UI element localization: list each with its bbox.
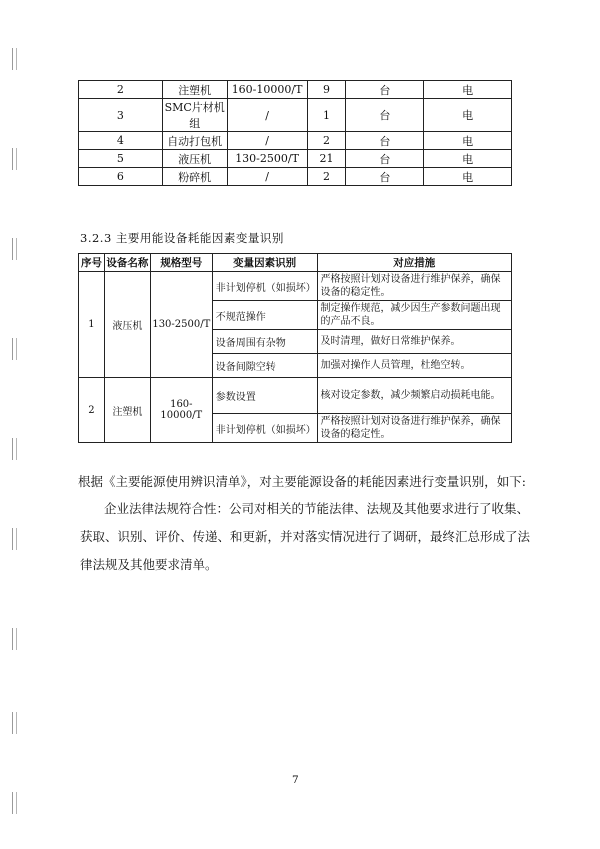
group-equipment-spec: 130-2500/T <box>150 272 212 378</box>
equipment-unit: 台 <box>346 132 424 150</box>
equipment-no: 5 <box>79 150 163 168</box>
factor-cell: 设备间隙空转 <box>212 354 317 378</box>
equipment-qty: 9 <box>307 81 346 99</box>
binding-mark <box>12 438 17 460</box>
equipment-spec: / <box>227 168 307 186</box>
group-equipment-name: 注塑机 <box>104 378 150 443</box>
group-no: 2 <box>79 378 105 443</box>
intro-paragraph: 根据《主要能源使用辨识清单》，对主要能源设备的耗能因素进行变量识别，如下: <box>78 474 526 489</box>
measure-cell: 制定操作规范，减少因生产参数问题出现的产品不良。 <box>317 301 511 330</box>
equipment-no: 6 <box>79 168 163 186</box>
group-equipment-name: 液压机 <box>104 272 150 378</box>
header-spec: 规格型号 <box>150 254 212 272</box>
factor-cell: 参数设置 <box>212 378 317 414</box>
equipment-name: 自动打包机 <box>162 132 227 150</box>
equipment-qty: 1 <box>307 99 346 132</box>
equipment-energy: 电 <box>424 150 512 168</box>
equipment-no: 4 <box>79 132 163 150</box>
header-factor: 变量因素识别 <box>212 254 317 272</box>
binding-mark <box>12 338 17 360</box>
table-row <box>79 378 512 414</box>
legal-compliance-paragraph: 企业法律法规符合性：公司对相关的节能法律、法规及其他要求进行了收集、获取、识别、评价、传递、和更新，并对落实情况进行了调研，最终汇总形成了法律法规及其他要求清单。 <box>80 501 531 572</box>
equipment-unit: 台 <box>346 99 424 132</box>
group-equipment-spec: 160-10000/T <box>150 378 212 443</box>
equipment-name: SMC片材机组 <box>162 99 227 132</box>
equipment-unit: 台 <box>346 168 424 186</box>
table-row <box>79 81 512 99</box>
equipment-energy: 电 <box>424 81 512 99</box>
equipment-unit: 台 <box>346 150 424 168</box>
header-measure: 对应措施 <box>317 254 511 272</box>
equipment-name: 注塑机 <box>162 81 227 99</box>
measure-cell: 核对设定参数，减少频繁启动损耗电能。 <box>317 378 511 414</box>
binding-mark <box>12 712 17 734</box>
measure-cell: 及时清理，做好日常维护保养。 <box>317 330 511 354</box>
equipment-no: 3 <box>79 99 163 132</box>
table-row <box>79 150 512 168</box>
factor-cell: 非计划停机（如损坏） <box>212 414 317 443</box>
factor-table <box>78 253 512 443</box>
binding-mark <box>12 792 17 814</box>
factor-cell: 非计划停机（如损坏） <box>212 272 317 301</box>
measure-cell: 加强对操作人员管理，杜绝空转。 <box>317 354 511 378</box>
header-no: 序号 <box>79 254 105 272</box>
binding-mark <box>12 528 17 550</box>
equipment-qty: 21 <box>307 150 346 168</box>
equipment-name: 液压机 <box>162 150 227 168</box>
equipment-spec: / <box>227 132 307 150</box>
binding-mark <box>12 628 17 650</box>
group-no: 1 <box>79 272 105 378</box>
equipment-energy: 电 <box>424 132 512 150</box>
equipment-spec: 130-2500/T <box>227 150 307 168</box>
table-row <box>79 272 512 301</box>
table-row <box>79 132 512 150</box>
header-name: 设备名称 <box>104 254 150 272</box>
factor-cell: 设备周围有杂物 <box>212 330 317 354</box>
measure-cell: 严格按照计划对设备进行维护保养，确保设备的稳定性。 <box>317 414 511 443</box>
equipment-name: 粉碎机 <box>162 168 227 186</box>
equipment-spec: 160-10000/T <box>227 81 307 99</box>
factor-cell: 不规范操作 <box>212 301 317 330</box>
equipment-no: 2 <box>79 81 163 99</box>
binding-mark <box>12 148 17 170</box>
table-row <box>79 99 512 132</box>
measure-cell: 严格按照计划对设备进行维护保养，确保设备的稳定性。 <box>317 272 511 301</box>
section-heading: 3.2.3 主要用能设备耗能因素变量识别 <box>80 231 284 245</box>
equipment-unit: 台 <box>346 81 424 99</box>
binding-mark <box>12 238 17 260</box>
equipment-qty: 2 <box>307 132 346 150</box>
equipment-spec: / <box>227 99 307 132</box>
equipment-qty: 2 <box>307 168 346 186</box>
equipment-table <box>78 80 512 186</box>
table-row <box>79 168 512 186</box>
table-header-row <box>79 254 512 272</box>
equipment-energy: 电 <box>424 99 512 132</box>
binding-mark <box>12 48 17 70</box>
page-number: 7 <box>292 774 299 786</box>
equipment-energy: 电 <box>424 168 512 186</box>
